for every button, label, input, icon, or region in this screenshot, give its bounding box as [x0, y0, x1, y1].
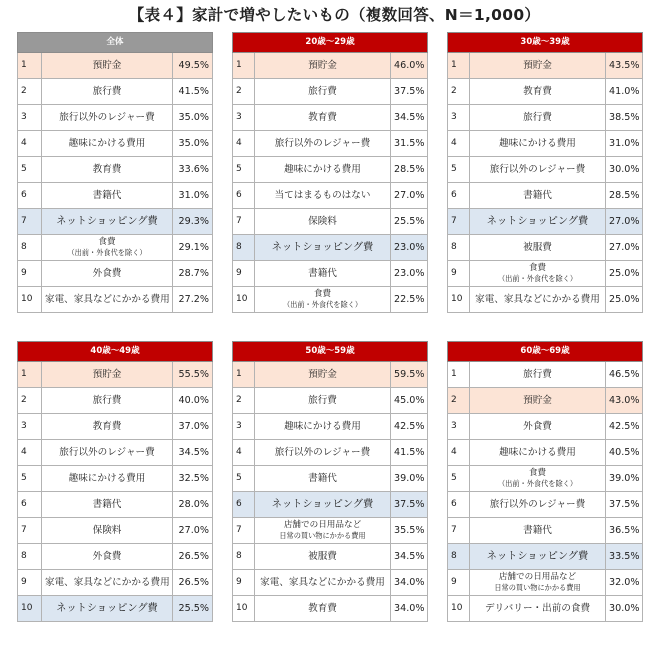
percentage-cell: 46.0% — [391, 53, 428, 79]
rank-cell: 8 — [18, 235, 42, 261]
table-row — [448, 79, 643, 105]
table-row — [448, 362, 643, 388]
table-header: 50歳～59歳 — [233, 342, 428, 362]
ranking-table-age-50s — [232, 341, 428, 622]
table-row — [233, 596, 428, 622]
table-row — [448, 235, 643, 261]
percentage-cell: 34.5% — [173, 440, 213, 466]
rank-cell: 6 — [18, 183, 42, 209]
rank-cell: 3 — [18, 414, 42, 440]
ranking-table-age-20s — [232, 32, 428, 313]
percentage-cell: 33.5% — [606, 544, 643, 570]
table-row — [18, 466, 213, 492]
item-sublabel: （出前・外食代を除く） — [497, 273, 578, 283]
item-label: 店舗での日用品など — [283, 519, 362, 530]
percentage-cell: 45.0% — [391, 388, 428, 414]
rank-cell: 5 — [448, 157, 470, 183]
percentage-cell: 40.5% — [606, 440, 643, 466]
item-cell: 被服費 — [255, 544, 391, 570]
table-header: 20歳～29歳 — [233, 33, 428, 53]
item-cell: 趣味にかける費用 — [255, 414, 391, 440]
table-row — [18, 414, 213, 440]
rank-cell: 10 — [448, 287, 470, 313]
rank-cell: 8 — [18, 544, 42, 570]
table-row — [18, 235, 213, 261]
table-row — [233, 544, 428, 570]
ranking-table-age-40s — [17, 341, 213, 622]
percentage-cell: 25.0% — [606, 261, 643, 287]
item-cell: 書籍代 — [255, 466, 391, 492]
ranking-table-age-30s — [447, 32, 643, 313]
rank-cell: 1 — [448, 53, 470, 79]
table-row — [18, 131, 213, 157]
percentage-cell: 30.0% — [606, 157, 643, 183]
item-cell: 趣味にかける費用 — [470, 131, 606, 157]
percentage-cell: 29.1% — [173, 235, 213, 261]
percentage-cell: 28.0% — [173, 492, 213, 518]
rank-cell: 5 — [18, 466, 42, 492]
table-row — [18, 440, 213, 466]
item-cell: 書籍代 — [255, 261, 391, 287]
table-row — [448, 53, 643, 79]
item-cell: 家電、家具などにかかる費用 — [42, 570, 173, 596]
rank-cell: 4 — [18, 131, 42, 157]
item-cell: 旅行費 — [42, 79, 173, 105]
item-cell: 外食費 — [470, 414, 606, 440]
table-row — [18, 492, 213, 518]
rank-cell: 4 — [233, 131, 255, 157]
item-cell — [42, 235, 173, 261]
table-row — [233, 518, 428, 544]
table-row — [448, 596, 643, 622]
rank-cell: 3 — [448, 105, 470, 131]
rank-cell: 8 — [448, 544, 470, 570]
percentage-cell: 41.5% — [173, 79, 213, 105]
percentage-cell: 40.0% — [173, 388, 213, 414]
percentage-cell: 27.0% — [391, 183, 428, 209]
item-cell: 教育費 — [255, 596, 391, 622]
rank-cell: 1 — [448, 362, 470, 388]
percentage-cell: 25.0% — [606, 287, 643, 313]
percentage-cell: 25.5% — [173, 596, 213, 622]
percentage-cell: 31.0% — [173, 183, 213, 209]
table-row — [448, 183, 643, 209]
percentage-cell: 37.0% — [173, 414, 213, 440]
table-row — [18, 261, 213, 287]
table-row — [448, 466, 643, 492]
item-cell — [470, 570, 606, 596]
ranking-table-age-60s — [447, 341, 643, 622]
rank-cell: 8 — [233, 544, 255, 570]
item-cell: 家電、家具などにかかる費用 — [42, 287, 173, 313]
percentage-cell: 34.0% — [391, 596, 428, 622]
item-cell: 旅行以外のレジャー費 — [255, 131, 391, 157]
table-row — [18, 157, 213, 183]
percentage-cell: 34.0% — [391, 570, 428, 596]
rank-cell: 3 — [448, 414, 470, 440]
item-cell: ネットショッピング費 — [255, 492, 391, 518]
item-sublabel: （出前・外食代を除く） — [282, 299, 363, 309]
rank-cell: 9 — [18, 570, 42, 596]
percentage-cell: 39.0% — [391, 466, 428, 492]
table-header: 40歳～49歳 — [18, 342, 213, 362]
item-cell: 預貯金 — [470, 53, 606, 79]
item-cell: 預貯金 — [42, 53, 173, 79]
percentage-cell: 34.5% — [391, 544, 428, 570]
percentage-cell: 25.5% — [391, 209, 428, 235]
table-row — [233, 235, 428, 261]
table-row — [233, 414, 428, 440]
table-row — [448, 157, 643, 183]
table-row — [18, 518, 213, 544]
item-cell: デリバリー・出前の食費 — [470, 596, 606, 622]
item-cell: 趣味にかける費用 — [42, 131, 173, 157]
rank-cell: 3 — [18, 105, 42, 131]
rank-cell: 4 — [18, 440, 42, 466]
rank-cell: 7 — [233, 209, 255, 235]
table-row — [448, 287, 643, 313]
rank-cell: 1 — [18, 362, 42, 388]
rank-cell: 7 — [18, 209, 42, 235]
item-cell: 預貯金 — [42, 362, 173, 388]
table-row — [18, 287, 213, 313]
rank-cell: 5 — [233, 466, 255, 492]
rank-cell: 4 — [233, 440, 255, 466]
percentage-cell: 30.0% — [606, 596, 643, 622]
percentage-cell: 22.5% — [391, 287, 428, 313]
rank-cell: 2 — [233, 388, 255, 414]
item-cell: 旅行費 — [42, 388, 173, 414]
table-row — [233, 157, 428, 183]
item-cell: 趣味にかける費用 — [42, 466, 173, 492]
table-row — [18, 183, 213, 209]
percentage-cell: 26.5% — [173, 544, 213, 570]
item-cell: 旅行以外のレジャー費 — [255, 440, 391, 466]
table-row — [448, 440, 643, 466]
item-cell: 家電、家具などにかかる費用 — [255, 570, 391, 596]
rank-cell: 7 — [448, 209, 470, 235]
percentage-cell: 42.5% — [391, 414, 428, 440]
table-row — [448, 388, 643, 414]
item-cell: 趣味にかける費用 — [470, 440, 606, 466]
rank-cell: 1 — [233, 362, 255, 388]
table-row — [233, 131, 428, 157]
table-row — [448, 544, 643, 570]
item-cell — [470, 261, 606, 287]
rank-cell: 1 — [233, 53, 255, 79]
page-title: 【表４】家計で増やしたいもの（複数回答、N＝1,000） — [128, 6, 541, 24]
percentage-cell: 28.5% — [606, 183, 643, 209]
rank-cell: 5 — [18, 157, 42, 183]
table-row — [18, 570, 213, 596]
item-cell: 書籍代 — [470, 183, 606, 209]
item-cell — [255, 287, 391, 313]
percentage-cell: 27.0% — [606, 235, 643, 261]
item-cell: 預貯金 — [255, 362, 391, 388]
percentage-cell: 37.5% — [391, 79, 428, 105]
percentage-cell: 28.5% — [391, 157, 428, 183]
table-row — [233, 183, 428, 209]
percentage-cell: 37.5% — [606, 492, 643, 518]
percentage-cell: 43.0% — [606, 388, 643, 414]
rank-cell: 2 — [448, 388, 470, 414]
rank-cell: 6 — [448, 492, 470, 518]
table-row — [18, 105, 213, 131]
table-header: 30歳～39歳 — [448, 33, 643, 53]
percentage-cell: 55.5% — [173, 362, 213, 388]
item-label: 食費 — [313, 288, 332, 299]
rank-cell: 2 — [448, 79, 470, 105]
table-row — [448, 570, 643, 596]
rank-cell: 4 — [448, 440, 470, 466]
table-row — [18, 79, 213, 105]
item-cell: 書籍代 — [42, 492, 173, 518]
percentage-cell: 23.0% — [391, 261, 428, 287]
percentage-cell: 35.5% — [391, 518, 428, 544]
percentage-cell: 29.3% — [173, 209, 213, 235]
rank-cell: 5 — [448, 466, 470, 492]
table-row — [18, 596, 213, 622]
rank-cell: 6 — [233, 183, 255, 209]
rank-cell: 9 — [448, 261, 470, 287]
table-row — [18, 388, 213, 414]
rank-cell: 6 — [233, 492, 255, 518]
rank-cell: 3 — [233, 414, 255, 440]
item-cell: 書籍代 — [42, 183, 173, 209]
percentage-cell: 23.0% — [391, 235, 428, 261]
rank-cell: 7 — [448, 518, 470, 544]
rank-cell: 7 — [18, 518, 42, 544]
item-cell: 教育費 — [255, 105, 391, 131]
percentage-cell: 27.0% — [173, 518, 213, 544]
item-cell: 旅行費 — [470, 362, 606, 388]
item-cell: 保険料 — [255, 209, 391, 235]
item-cell: 預貯金 — [255, 53, 391, 79]
item-cell: ネットショッピング費 — [255, 235, 391, 261]
item-cell: 旅行以外のレジャー費 — [470, 492, 606, 518]
percentage-cell: 39.0% — [606, 466, 643, 492]
percentage-cell: 41.0% — [606, 79, 643, 105]
table-row — [233, 105, 428, 131]
table-header: 60歳～69歳 — [448, 342, 643, 362]
item-cell: 旅行費 — [255, 79, 391, 105]
item-label: 食費 — [528, 262, 547, 273]
percentage-cell: 41.5% — [391, 440, 428, 466]
rank-cell: 4 — [448, 131, 470, 157]
percentage-cell: 32.5% — [173, 466, 213, 492]
item-cell: ネットショッピング費 — [42, 596, 173, 622]
table-row — [233, 209, 428, 235]
percentage-cell: 33.6% — [173, 157, 213, 183]
rank-cell: 10 — [18, 287, 42, 313]
item-cell: 家電、家具などにかかる費用 — [470, 287, 606, 313]
rank-cell: 8 — [233, 235, 255, 261]
rank-cell: 10 — [448, 596, 470, 622]
item-cell: ネットショッピング費 — [470, 544, 606, 570]
table-row — [233, 570, 428, 596]
item-cell: 教育費 — [470, 79, 606, 105]
percentage-cell: 26.5% — [173, 570, 213, 596]
percentage-cell: 59.5% — [391, 362, 428, 388]
rank-cell: 3 — [233, 105, 255, 131]
percentage-cell: 27.0% — [606, 209, 643, 235]
item-sublabel: （出前・外食代を除く） — [67, 247, 147, 257]
item-cell: 旅行以外のレジャー費 — [42, 105, 173, 131]
percentage-cell: 27.2% — [173, 287, 213, 313]
item-cell: 外食費 — [42, 544, 173, 570]
ranking-table-overall — [17, 32, 213, 313]
table-row — [448, 261, 643, 287]
table-row — [233, 53, 428, 79]
rank-cell: 5 — [233, 157, 255, 183]
table-header: 全体 — [18, 33, 213, 53]
item-cell: 預貯金 — [470, 388, 606, 414]
item-cell: 教育費 — [42, 157, 173, 183]
item-label: 店舗での日用品など — [498, 571, 577, 582]
percentage-cell: 36.5% — [606, 518, 643, 544]
item-cell: 書籍代 — [470, 518, 606, 544]
item-sublabel: 日常の買い物にかかる費用 — [279, 530, 366, 540]
percentage-cell: 37.5% — [391, 492, 428, 518]
rank-cell: 2 — [18, 79, 42, 105]
item-cell: 被服費 — [470, 235, 606, 261]
item-sublabel: 日常の買い物にかかる費用 — [494, 582, 581, 592]
table-row — [233, 492, 428, 518]
table-row — [233, 466, 428, 492]
item-cell: 旅行費 — [255, 388, 391, 414]
rank-cell: 10 — [18, 596, 42, 622]
percentage-cell: 42.5% — [606, 414, 643, 440]
item-cell: 趣味にかける費用 — [255, 157, 391, 183]
table-row — [233, 440, 428, 466]
percentage-cell: 38.5% — [606, 105, 643, 131]
percentage-cell: 35.0% — [173, 131, 213, 157]
rank-cell: 2 — [18, 388, 42, 414]
percentage-cell: 28.7% — [173, 261, 213, 287]
item-cell: 外食費 — [42, 261, 173, 287]
table-row — [18, 362, 213, 388]
percentage-cell: 34.5% — [391, 105, 428, 131]
item-sublabel: （出前・外食代を除く） — [497, 478, 578, 488]
percentage-cell: 46.5% — [606, 362, 643, 388]
table-row — [233, 79, 428, 105]
item-cell: ネットショッピング費 — [42, 209, 173, 235]
item-cell: 旅行以外のレジャー費 — [42, 440, 173, 466]
rank-cell: 9 — [233, 570, 255, 596]
percentage-cell: 49.5% — [173, 53, 213, 79]
rank-cell: 1 — [18, 53, 42, 79]
percentage-cell: 35.0% — [173, 105, 213, 131]
percentage-cell: 32.0% — [606, 570, 643, 596]
rank-cell: 8 — [448, 235, 470, 261]
item-cell: 旅行費 — [470, 105, 606, 131]
item-cell: ネットショッピング費 — [470, 209, 606, 235]
table-row — [448, 518, 643, 544]
rank-cell: 10 — [233, 596, 255, 622]
item-label: 食費 — [98, 236, 116, 247]
table-row — [18, 209, 213, 235]
rank-cell: 9 — [233, 261, 255, 287]
rank-cell: 9 — [18, 261, 42, 287]
item-cell: 旅行以外のレジャー費 — [470, 157, 606, 183]
item-cell — [255, 518, 391, 544]
rank-cell: 10 — [233, 287, 255, 313]
table-row — [448, 414, 643, 440]
table-row — [448, 209, 643, 235]
table-row — [233, 261, 428, 287]
item-cell: 保険料 — [42, 518, 173, 544]
item-cell: 当てはまるものはない — [255, 183, 391, 209]
table-row — [18, 53, 213, 79]
table-row — [448, 492, 643, 518]
percentage-cell: 43.5% — [606, 53, 643, 79]
rank-cell: 7 — [233, 518, 255, 544]
table-row — [233, 388, 428, 414]
table-row — [18, 544, 213, 570]
rank-cell: 6 — [448, 183, 470, 209]
table-row — [448, 131, 643, 157]
rank-cell: 9 — [448, 570, 470, 596]
item-cell — [470, 466, 606, 492]
table-row — [448, 105, 643, 131]
rank-cell: 2 — [233, 79, 255, 105]
item-cell: 教育費 — [42, 414, 173, 440]
percentage-cell: 31.0% — [606, 131, 643, 157]
rank-cell: 6 — [18, 492, 42, 518]
percentage-cell: 31.5% — [391, 131, 428, 157]
item-label: 食費 — [528, 467, 547, 478]
table-row — [233, 362, 428, 388]
table-row — [233, 287, 428, 313]
